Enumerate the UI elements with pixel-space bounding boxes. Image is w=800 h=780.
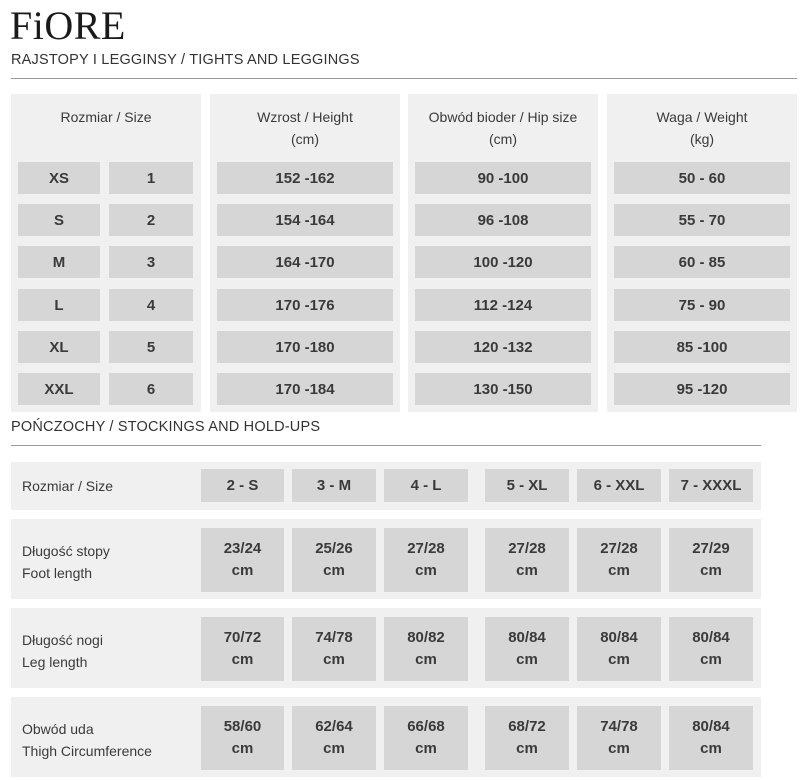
size-header-cell: 4 - L: [384, 469, 468, 502]
leg-length-cell: 80/84 cm: [669, 617, 753, 681]
foot-length-cell: 27/29 cm: [669, 528, 753, 592]
weight-header: Waga / Weight (kg): [656, 109, 748, 147]
size-number-cell: 5: [109, 331, 193, 363]
hip-cell: 96 -108: [415, 204, 591, 236]
height-cell: 170 -180: [217, 331, 393, 363]
hip-cell: 100 -120: [415, 246, 591, 278]
leg-length-label: Długość nogi Leg length: [22, 632, 103, 670]
thigh-circumference-cell: 66/68 cm: [384, 706, 468, 770]
size-letter-cell: XXL: [18, 373, 100, 405]
size-header-cell: 5 - XL: [485, 469, 569, 502]
size-row-label: Rozmiar / Size: [22, 478, 114, 494]
thigh-circumference-cell: 68/72 cm: [485, 706, 569, 770]
leg-length-cell: 74/78 cm: [292, 617, 376, 681]
weight-cell: 50 - 60: [614, 162, 790, 194]
foot-length-cell: 25/26 cm: [292, 528, 376, 592]
size-header-cell: 6 - XXL: [577, 469, 661, 502]
size-letter-cell: L: [18, 289, 100, 321]
hip-cell: 90 -100: [415, 162, 591, 194]
size-number-cell: 3: [109, 246, 193, 278]
hip-cell: 120 -132: [415, 331, 591, 363]
height-cell: 154 -164: [217, 204, 393, 236]
weight-cell: 55 - 70: [614, 204, 790, 236]
weight-cell: 60 - 85: [614, 246, 790, 278]
size-number-cell: 1: [109, 162, 193, 194]
foot-length-cell: 27/28 cm: [384, 528, 468, 592]
height-header: Wzrost / Height (cm): [257, 109, 353, 147]
thigh-circumference-cell: 74/78 cm: [577, 706, 661, 770]
tights-divider: [11, 78, 797, 79]
hip-header: Obwód bioder / Hip size (cm): [428, 109, 578, 147]
thigh-circumference-cell: 62/64 cm: [292, 706, 376, 770]
foot-length-cell: 27/28 cm: [577, 528, 661, 592]
foot-length-cell: 27/28 cm: [485, 528, 569, 592]
foot-length-cell: 23/24 cm: [201, 528, 284, 592]
size-number-cell: 6: [109, 373, 193, 405]
leg-length-cell: 80/82 cm: [384, 617, 468, 681]
hip-cell: 130 -150: [415, 373, 591, 405]
thigh-circumference-cell: 58/60 cm: [201, 706, 284, 770]
foot-length-label: Długość stopy Foot length: [22, 543, 110, 581]
leg-length-cell: 70/72 cm: [201, 617, 284, 681]
weight-cell: 85 -100: [614, 331, 790, 363]
brand-logo: FiORE: [10, 3, 126, 48]
size-number-cell: 2: [109, 204, 193, 236]
thigh-circumference-cell: 80/84 cm: [669, 706, 753, 770]
height-cell: 152 -162: [217, 162, 393, 194]
leg-length-cell: 80/84 cm: [485, 617, 569, 681]
size-header-cell: 3 - M: [292, 469, 376, 502]
hip-cell: 112 -124: [415, 289, 591, 321]
weight-cell: 75 - 90: [614, 289, 790, 321]
size-letter-cell: S: [18, 204, 100, 236]
height-cell: 170 -184: [217, 373, 393, 405]
height-cell: 170 -176: [217, 289, 393, 321]
size-letter-cell: XS: [18, 162, 100, 194]
size-header-cell: 2 - S: [201, 469, 284, 502]
leg-length-cell: 80/84 cm: [577, 617, 661, 681]
size-letter-cell: XL: [18, 331, 100, 363]
thigh-circumference-label: Obwód uda Thigh Circumference: [22, 721, 152, 759]
size-number-cell: 4: [109, 289, 193, 321]
size-header: Rozmiar / Size: [60, 109, 152, 125]
stockings-divider: [11, 445, 761, 446]
size-header-cell: 7 - XXXL: [669, 469, 753, 502]
height-cell: 164 -170: [217, 246, 393, 278]
size-letter-cell: M: [18, 246, 100, 278]
tights-section-title: RAJSTOPY I LEGGINSY / TIGHTS AND LEGGINGS: [11, 52, 360, 68]
stockings-section-title: POŃCZOCHY / STOCKINGS AND HOLD-UPS: [11, 419, 321, 435]
weight-cell: 95 -120: [614, 373, 790, 405]
